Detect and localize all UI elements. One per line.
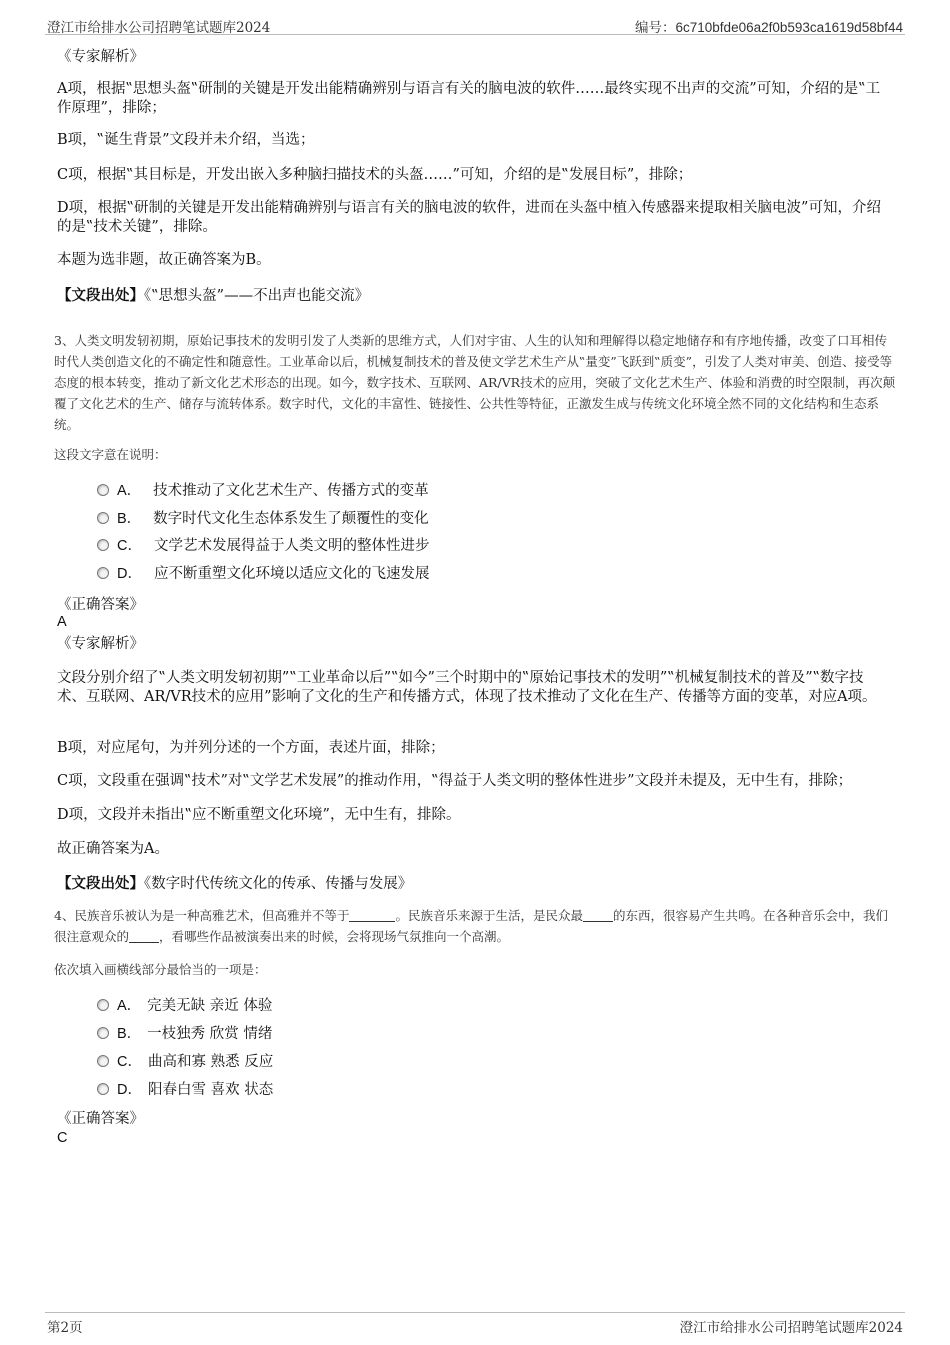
option-text: 应不断重塑文化环境以适应文化的飞速发展 — [153, 566, 430, 582]
footer-title: 澄江市给排水公司招聘笔试题库2024 — [679, 1320, 903, 1336]
q3-option-d[interactable] — [97, 564, 429, 584]
q4-stem-part: 。民族音乐来源于生活，是民众最 — [395, 908, 583, 923]
radio-icon[interactable] — [97, 484, 109, 496]
q3-analysis-c: C项，文段重在强调‟技术”对‟文学艺术发展”的推动作用，‟得益于人类文明的整体性进步”文段并未提及，无中生有，排除； — [57, 773, 853, 789]
radio-icon[interactable] — [97, 1027, 109, 1039]
q3-source-label: 【文段出处】 — [57, 875, 144, 892]
q3-expert-label: 《专家解析》 — [57, 636, 144, 652]
option-letter: A． — [117, 998, 142, 1014]
q3-stem: 3、人类文明发轫初期，原始记事技术的发明引发了人类新的思维方式，人们对宇宙、人生的认知和理解得以稳定地储存和有序地传播，改变了口耳相传时代人类创造文化的不确定性和随意性。工业革命以后，机械复制技术的普及使文学艺术生产从‟量变”飞跃到‟质变”，引发了人类对审美、创造、接受等态度的根本转变，推动了新文化艺术形态的出现。如今，数字技术、互联网、AR/VR技术的应用，突破了文化艺术生产、体验和消费的时空限制，再次颠覆了文化艺术的生产、储存与流转体系。数字时代，文化的丰富性、链接性、公共性等特征，正激发生成与传统文化环境全然不同的文化结构和生态系统。 — [54, 333, 896, 432]
q2-expert-label: 《专家解析》 — [57, 49, 144, 65]
q4-answer-label: 《正确答案》 — [57, 1111, 144, 1127]
q4-option-b[interactable] — [97, 1024, 272, 1044]
q4-option-a[interactable] — [97, 996, 272, 1016]
q4-option-d[interactable] — [97, 1080, 273, 1100]
radio-icon[interactable] — [97, 512, 109, 524]
q4-stem-part: 4、民族音乐被认为是一种高雅艺术，但高雅并不等于 — [54, 908, 350, 923]
q4-stem-part: ，看哪些作品被演奏出来的时候，会将现场气氛推向一个高潮。 — [159, 929, 510, 944]
q4-option-c[interactable] — [97, 1052, 273, 1072]
q3-answer: A — [57, 614, 67, 630]
q3-answer-label: 《正确答案》 — [57, 597, 144, 613]
option-text: 一枝独秀 欣赏 情绪 — [147, 1026, 273, 1042]
q3-conclusion: 故正确答案为A。 — [57, 841, 169, 857]
radio-icon[interactable] — [97, 1055, 109, 1067]
q3-analysis-main: 文段分别介绍了‟人类文明发轫初期”‟工业革命以后”‟如今”三个时期中的‟原始记事技术的发明”‟机械复制技术的普及”‟数字技术、互联网、AR/VR技术的应用”影响了文化的生产和传播方式，体现了技术推动了文化在生产、传播等方面的变革，对应A项。 — [57, 670, 877, 705]
footer-page-number: 第2页 — [47, 1320, 83, 1336]
header-title: 澄江市给排水公司招聘笔试题库2024 — [47, 20, 271, 36]
page-footer — [45, 1312, 905, 1335]
option-text: 阳春白雪 喜欢 状态 — [147, 1082, 274, 1098]
option-letter: B． — [117, 1026, 142, 1042]
q4-stem-part: 的东西，很容易产生共鸣。在各种音乐会中，我们很注意观众的 — [54, 908, 888, 944]
q4-answer: C — [57, 1130, 68, 1146]
q4-stem — [54, 905, 896, 947]
option-letter: A． — [117, 483, 142, 499]
q3-analysis-d: D项，文段并未指出‟应不断重塑文化环境”，无中生有，排除。 — [57, 807, 461, 823]
q2-analysis-b: B项，‟诞生背景”文段并未介绍，当选； — [57, 132, 315, 148]
option-letter: B． — [117, 511, 142, 527]
option-letter: D． — [117, 1082, 142, 1098]
option-letter: D． — [117, 566, 142, 582]
q4-prompt: 依次填入画横线部分最恰当的一项是： — [54, 962, 267, 977]
q3-option-c[interactable] — [97, 536, 429, 556]
option-letter: C． — [117, 1054, 142, 1070]
option-text: 数字时代文化生态体系发生了颠覆性的变化 — [153, 511, 429, 527]
option-text: 曲高和寡 熟悉 反应 — [147, 1054, 274, 1070]
header-code: 编号：6c710bfde06a2f0b593ca1619d58bf44 — [635, 20, 903, 35]
q2-source — [57, 286, 889, 306]
q2-analysis-a: A项，根据‟思想头盔‟研制的关键是开发出能精确辨别与语言有关的脑电波的软件……最终实现不出声的交流”可知，介绍的是‟工作原理”，排除； — [57, 81, 881, 116]
q2-source-label: 【文段出处】 — [57, 287, 144, 304]
option-text: 技术推动了文化艺术生产、传播方式的变革 — [153, 483, 429, 499]
option-text: 文学艺术发展得益于人类文明的整体性进步 — [153, 538, 430, 554]
option-letter: C． — [117, 538, 142, 554]
fill-blank-3 — [129, 928, 159, 943]
q3-analysis-b: B项，对应尾句，为并列分述的一个方面，表述片面，排除； — [57, 740, 445, 756]
radio-icon[interactable] — [97, 539, 109, 551]
q2-conclusion: 本题为选非题，故正确答案为B。 — [57, 252, 271, 268]
option-text: 完美无缺 亲近 体验 — [147, 998, 273, 1014]
fill-blank-2 — [583, 907, 613, 922]
q3-source-text: 《数字时代传统文化的传承、传播与发展》 — [144, 876, 413, 892]
page-header — [45, 14, 905, 35]
q3-option-b[interactable] — [97, 509, 429, 529]
q3-option-a[interactable] — [97, 481, 429, 501]
q2-analysis-c: C项，根据‟其目标是，开发出嵌入多种脑扫描技术的头盔……”可知，介绍的是‟发展目标”，排除； — [57, 167, 693, 183]
radio-icon[interactable] — [97, 1083, 109, 1095]
radio-icon[interactable] — [97, 999, 109, 1011]
q2-analysis-d: D项，根据‟研制的关键是开发出能精确辨别与语言有关的脑电波的软件，进而在头盔中植入传感器来提取相关脑电波”可知，介绍的是‟技术关键”，排除。 — [57, 200, 881, 235]
q3-source — [57, 874, 889, 894]
fill-blank-1 — [349, 907, 395, 922]
q2-source-text: 《‟思想头盔”——不出声也能交流》 — [144, 288, 370, 304]
q3-prompt: 这段文字意在说明： — [54, 447, 167, 462]
radio-icon[interactable] — [97, 567, 109, 579]
